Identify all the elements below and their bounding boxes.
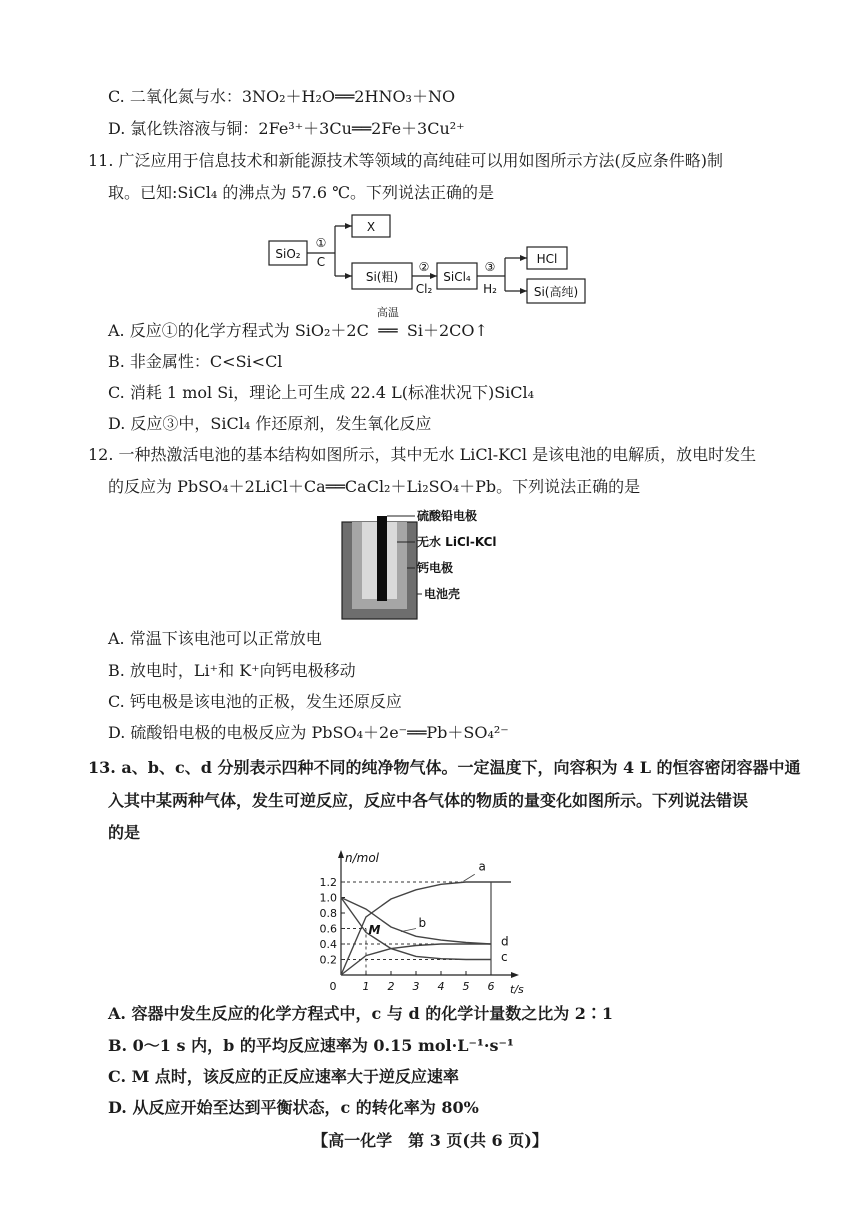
q12-option-a: A. 常温下该电池可以正常放电 [108,629,322,648]
label-pointer [401,929,416,932]
q13-option-c: C. M 点时，该反应的正反应速率大于逆反应速率 [108,1067,459,1086]
label-battery-shell: 电池壳 [424,587,461,601]
reagent-c-label: C [316,255,326,269]
label-lead-sulfate-electrode: 硫酸铅电极 [417,509,478,523]
q12-stem-line1: 12. 一种热激活电池的基本结构如图所示，其中无水 LiCl-KCl 是该电池的电解质，放电时发生 [88,445,757,464]
y-axis-label: n/mol [345,851,380,865]
q10-option-c: C. 二氧化氮与水：3NO₂＋H₂O══2HNO₃＋NO [108,87,456,106]
y-tick-label: 1.2 [319,876,337,889]
series-label-c: c [501,950,508,965]
label-electrolyte: 无水 LiCl-KCl [417,535,497,549]
x-tick-label: 4 [437,980,445,993]
q13-stem-line2: 入其中某两种气体，发生可逆反应，反应中各气体的物质的量变化如图所示。下列说法错误 [108,791,749,810]
page-footer: 【高一化学 第 3 页(共 6 页)】 [312,1131,548,1150]
origin-label: 0 [329,980,337,993]
y-tick-label: 0.2 [319,953,337,967]
q13-stem-line3: 的是 [108,823,141,842]
q13-option-a: A. 容器中发生反应的化学方程式中，c 与 d 的化学计量数之比为 2∶1 [108,1004,614,1023]
hcl-label: HCl [536,252,558,266]
q11-option-d: D. 反应③中，SiCl₄ 作还原剂，发生氧化反应 [108,414,432,433]
q11-stem-line1: 11. 广泛应用于信息技术和新能源技术等领域的高纯硅可以用如图所示方法(反应条件略)制 [88,151,724,170]
step3-label: ③ [484,260,496,274]
x-axis-label: t/s [510,983,524,996]
y-axis-arrow [338,850,344,858]
x-axis-arrow [511,972,519,978]
si-pure-label: Si(高纯) [533,285,579,299]
label-pointer [464,874,475,881]
q10-option-d: D. 氯化铁溶液与铜：2Fe³⁺＋3Cu══2Fe＋3Cu²⁺ [108,119,465,138]
q12-option-b: B. 放电时，Li⁺和 K⁺向钙电极移动 [108,661,356,680]
q11-option-a-products: Si＋2CO↑ [406,321,488,340]
y-tick-label: 0.8 [319,907,337,920]
q11-option-a-text: A. 反应①的化学方程式为 SiO₂＋2C [108,321,369,340]
q13-option-b: B. 0～1 s 内，b 的平均反应速率为 0.15 mol·L⁻¹·s⁻¹ [108,1036,514,1055]
q11-stem-line2: 取。已知:SiCl₄ 的沸点为 57.6 ℃。下列说法正确的是 [108,183,495,202]
q13-stem-line1: 13. a、b、c、d 分别表示四种不同的纯净物气体。一定温度下，向容积为 4 L 的恒容密闭容器中通 [88,758,801,777]
y-tick-label: 1.0 [319,891,337,905]
step2-label: ② [418,260,430,274]
label-calcium-electrode: 钙电极 [417,561,454,575]
series-line-b [341,898,491,945]
series-label-b: b [418,915,427,930]
series-label-a: a [478,859,486,874]
x-tick-label: 3 [412,980,420,993]
q12-stem-line2: 的反应为 PbSO₄＋2LiCl＋Ca══CaCl₂＋Li₂SO₄＋Pb。下列说法正确的是 [108,477,641,496]
x-tick-label: 1 [362,980,370,993]
q11-condition-label: 高温 [376,306,399,319]
sio2-label: SiO₂ [275,247,301,261]
x-tick-label: 6 [487,980,495,993]
sicl4-label: SiCl₄ [443,270,471,284]
y-tick-label: 0.4 [319,938,337,951]
q12-option-d: D. 硫酸铅电极的电极反应为 PbSO₄＋2e⁻══Pb＋SO₄²⁻ [108,723,509,742]
reagent-h2-label: H₂ [483,282,497,296]
q13-option-d: D. 从反应开始至达到平衡状态，c 的转化率为 80% [108,1098,479,1117]
x-label: X [366,220,376,234]
q11-option-c: C. 消耗 1 mol Si，理论上可生成 22.4 L(标准状况下)SiCl₄ [108,383,535,402]
step1-label: ① [315,236,327,250]
point-m-label: M [368,922,381,937]
si-crude-label: Si(粗) [365,270,399,284]
series-label-d: d [501,934,509,949]
q11-option-b: B. 非金属性：C<Si<Cl [108,352,283,371]
y-tick-label: 0.6 [319,922,337,936]
q12-option-c: C. 钙电极是该电池的正极，发生还原反应 [108,692,402,711]
x-tick-label: 5 [462,980,470,993]
x-tick-label: 2 [387,980,395,993]
reagent-cl2-label: Cl₂ [415,282,433,296]
equals-sign: ══ [378,321,398,340]
